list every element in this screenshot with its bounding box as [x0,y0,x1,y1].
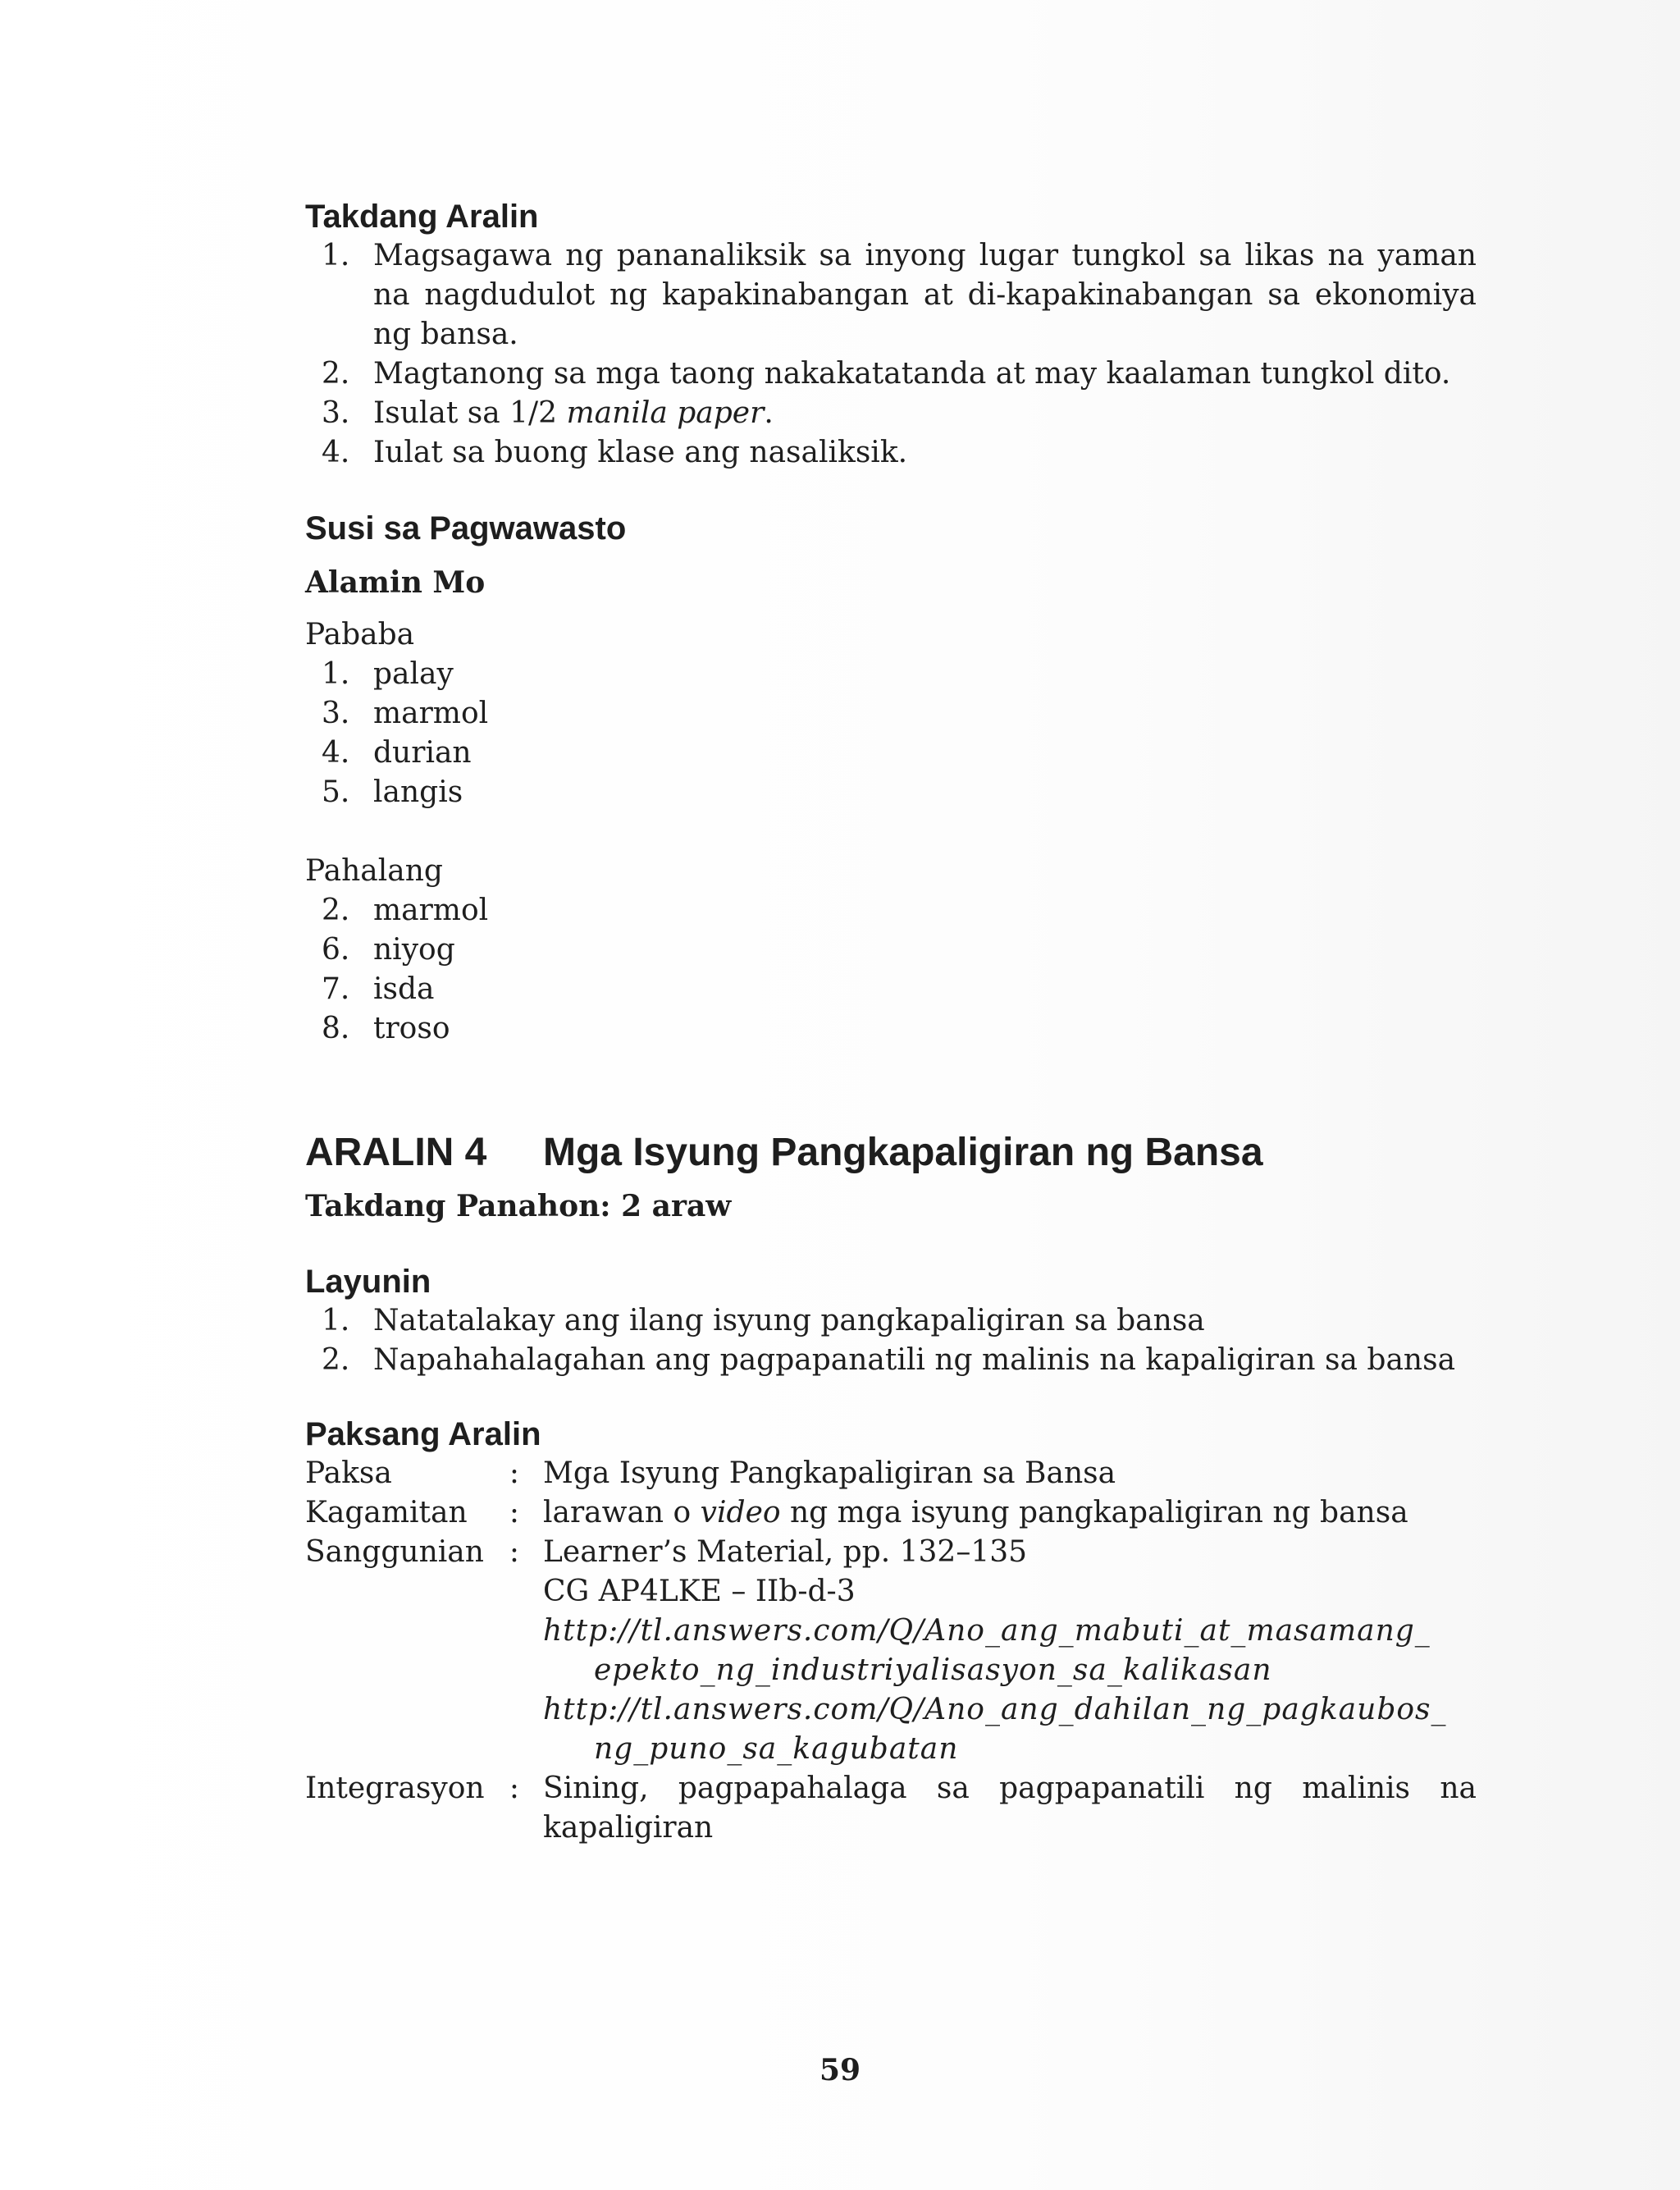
table-row: Integrasyon : Sining, pagpapahalaga sa pagpapanatili ng malinis na kapaligiran [305,1769,1477,1848]
sanggunian-label: Sanggunian [305,1535,484,1569]
layunin-list [305,1301,1477,1380]
reference-url[interactable]: http://tl.answers.com/Q/Ano_ang_mabuti_at_masamang_epekto_ng_industriyalisasyon_sa_kalikasan [543,1614,1431,1687]
table-row: Sanggunian : Learner’s Material, pp. 132–135 CG AP4LKE – IIb-d-3 http://tl.answers.com/Q/Ano_ang_mabuti_at_masamang_epekto_ng_industriyalisasyon_sa_kalikasan http://tl.answers.com/Q/Ano_ang_dahilan_ng_pagkaubos_ng_puno_sa_kagubatan [305,1533,1477,1769]
paksang-aralin-table [305,1454,1477,1848]
takdang-panahon: Takdang Panahon: 2 araw [305,1189,732,1223]
takdang-aralin-section [305,197,1477,473]
layunin-section [305,1262,1477,1380]
list-item: 2. marmol [322,894,489,927]
table-row: Paksa : Mga Isyung Pangkapaligiran sa Bansa [305,1454,1477,1493]
takdang-aralin-list [305,236,1477,473]
aralin-section [305,1129,1477,1224]
reference-line: CG AP4LKE – IIb-d-3 [543,1575,856,1608]
alamin-mo-heading: Alamin Mo [305,565,486,600]
pababa-label: Pababa [305,618,415,652]
takdang-aralin-heading: Takdang Aralin [305,199,539,235]
list-item: 1. palay [322,657,454,691]
susi-section [305,509,1477,1049]
kagamitan-value: larawan o video ng mga isyung pangkapaligiran ng bansa [543,1496,1408,1529]
reference-url[interactable]: http://tl.answers.com/Q/Ano_ang_dahilan_ng_pagkaubos_ng_puno_sa_kagubatan [543,1693,1447,1766]
list-item: 5. langis [322,775,463,809]
list-item: 3. Isulat sa 1/2 manila paper. [322,396,774,430]
paksang-aralin-section [305,1415,1477,1848]
list-item: 8. troso [322,1012,450,1045]
list-item: 4. durian [322,736,472,770]
integrasyon-value: Sining, pagpapahalaga sa pagpapanatili ng malinis na kapaligiran [543,1772,1477,1845]
page-number: 59 [819,2053,861,2087]
paksang-aralin-heading: Paksang Aralin [305,1416,541,1452]
layunin-heading: Layunin [305,1264,431,1300]
list-item: 1. Natatalakay ang ilang isyung pangkapaligiran sa bansa [322,1304,1205,1337]
list-item: 4. Iulat sa buong klase ang nasaliksik. [322,436,908,469]
lesson-title [305,1129,1477,1177]
lesson-name: Mga Isyung Pangkapaligiran ng Bansa [543,1131,1263,1174]
table-row: Kagamitan : larawan o video ng mga isyung pangkapaligiran ng bansa [305,1493,1477,1533]
pahalang-list [305,891,1477,1049]
sanggunian-value [543,1533,1477,1769]
paksa-value: Mga Isyung Pangkapaligiran sa Bansa [543,1456,1116,1490]
susi-heading: Susi sa Pagwawasto [305,510,627,546]
list-item: 2. Magtanong sa mga taong nakakatatanda at may kaalaman tungkol dito. [322,357,1451,391]
integrasyon-label: Integrasyon [305,1772,485,1805]
paksa-label: Paksa [305,1456,392,1490]
list-item: 6. niyog [322,933,455,967]
kagamitan-label: Kagamitan [305,1496,468,1529]
list-item: 1. Magsagawa ng pananaliksik sa inyong lugar tungkol sa likas na yaman na nagdudulot ng kapakinabangan at di-kapakinabangan sa ekonomiya ng bansa. [322,239,1477,351]
pahalang-label: Pahalang [305,854,443,888]
lesson-code: ARALIN 4 [305,1131,487,1174]
pababa-list [305,655,1477,812]
reference-line: Learner’s Material, pp. 132–135 [543,1535,1028,1569]
list-item: 7. isda [322,972,435,1006]
list-item: 3. marmol [322,697,489,730]
list-item: 2. Napahahalagahan ang pagpapanatili ng malinis na kapaligiran sa bansa [322,1343,1456,1377]
